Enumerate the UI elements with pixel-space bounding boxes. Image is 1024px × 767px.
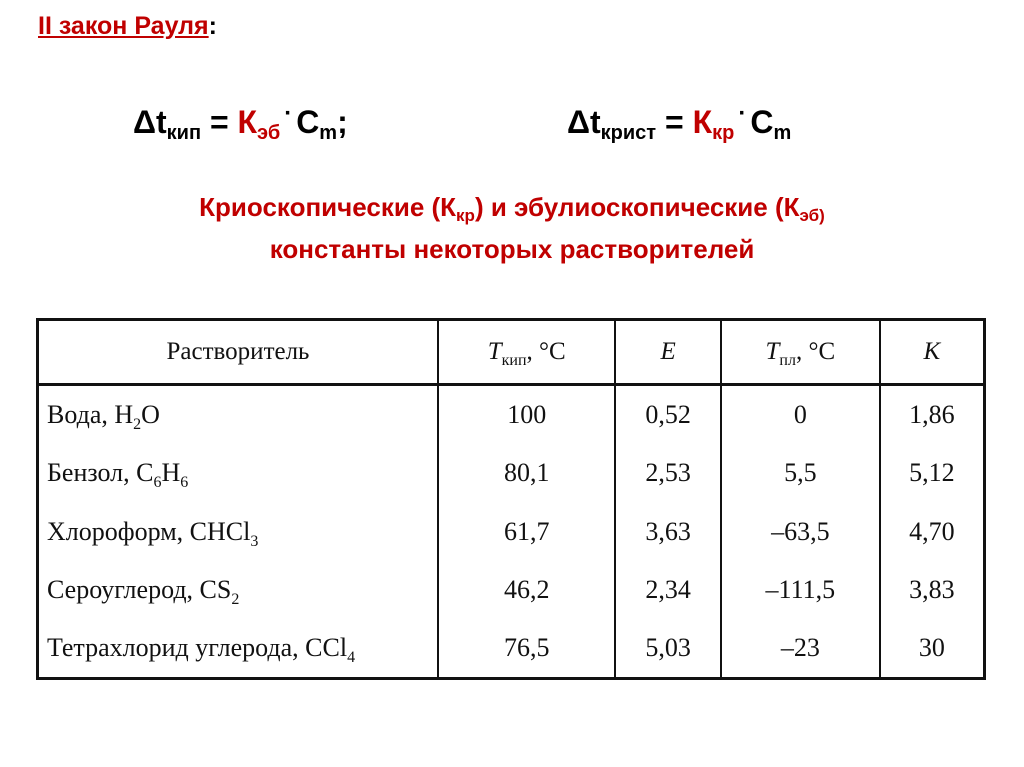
cell-k: 1,86 <box>880 385 983 445</box>
header-t-boil: $T_{кип}$, °C <box>438 321 615 385</box>
cell-e: 3,63 <box>615 502 720 560</box>
table-row <box>39 561 983 619</box>
cell-t-melt: –63,5 <box>721 502 880 560</box>
slide-title: II закон Рауля: <box>38 12 217 40</box>
table-header-row <box>39 321 983 385</box>
cell-k: 30 <box>880 619 983 677</box>
cell-solvent: Вода, $H_2O$ <box>47 400 160 434</box>
table-row <box>39 444 983 502</box>
formula-freezing: $\Delta t_{крист} = К_{кр}^\cdot$ $C_m$ <box>567 100 792 144</box>
cell-t-melt: 5,5 <box>721 444 880 502</box>
cell-t-melt: 0 <box>721 385 880 445</box>
table-row <box>39 502 983 560</box>
cell-k: 3,83 <box>880 561 983 619</box>
table-row <box>39 385 983 445</box>
header-e: E <box>615 321 720 385</box>
table-row <box>39 619 983 677</box>
cell-t-boil: 100 <box>438 385 615 445</box>
cell-t-melt: –23 <box>721 619 880 677</box>
header-k: K <box>880 321 983 385</box>
caption-line-1: Криоскопические $(К_{кр})$ и эбулиоскопические ($К_{эб)}$ <box>199 192 825 225</box>
header-solvent: Растворитель <box>39 321 438 385</box>
header-t-melt: $T_{пл}$, °C <box>721 321 880 385</box>
cell-e: 2,53 <box>615 444 720 502</box>
cell-solvent: Сероуглерод, $CS_2$ <box>47 574 240 608</box>
cell-solvent: Хлороформ, CHCl$_3$ <box>47 516 259 550</box>
cell-t-boil: 76,5 <box>438 619 615 677</box>
cell-t-boil: 61,7 <box>438 502 615 560</box>
cell-solvent: Тетрахлорид углерода, CCl$_4$ <box>47 632 356 666</box>
solvent-constants-table <box>36 318 986 680</box>
cell-e: 2,34 <box>615 561 720 619</box>
cell-t-melt: –111,5 <box>721 561 880 619</box>
table-caption <box>0 186 1024 270</box>
caption-line-2: константы некоторых растворителей <box>269 234 755 264</box>
cell-t-boil: 46,2 <box>438 561 615 619</box>
formula-boiling: $\Delta t_{кип} = К_{эб}^\cdot$ $C_m$; <box>133 100 348 144</box>
cell-k: 4,70 <box>880 502 983 560</box>
cell-t-boil: 80,1 <box>438 444 615 502</box>
cell-e: 0,52 <box>615 385 720 445</box>
cell-e: 5,03 <box>615 619 720 677</box>
cell-solvent: Бензол, $C_6H_6$ <box>47 458 189 492</box>
cell-k: 5,12 <box>880 444 983 502</box>
